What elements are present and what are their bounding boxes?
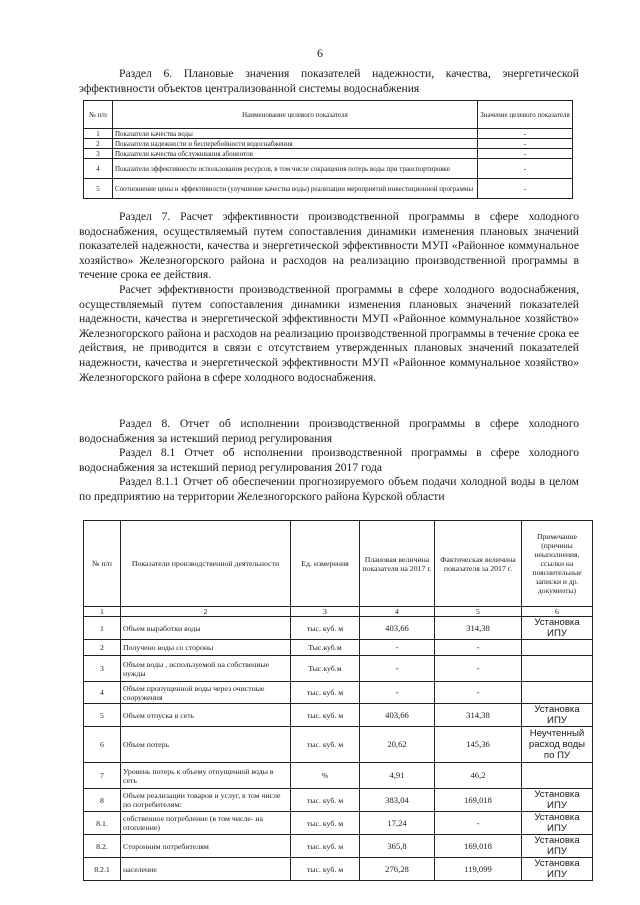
row-num: 8.2. [84,835,121,858]
row-fact: 314,38 [435,704,522,727]
row-fact: - [435,656,522,682]
row-indicator: Объем отпуска в сеть [121,704,291,727]
col-number: 1 [84,607,121,617]
row-unit: тыс. куб. м [291,858,360,881]
section7-paragraph-1: Раздел 7. Расчет эффективности производственной программы в сфере холодного водоснабжения, осуществляемый путем сопоставления динамики изменения плановых значений показателей надежности, качества и энергетической эффективности МУП «Районное коммунальное хозяйство» Железногорского района и расходов на реализацию производственной программы в течение срока ее действия. [79,210,579,282]
table-row [84,617,593,640]
row-fact: 119,099 [435,858,522,881]
row-num: 8.2.1 [84,858,121,881]
row-indicator: Объем выработки воды [121,617,291,640]
section8-heading: Раздел 8. Отчет об исполнении производственной программы в сфере холодного водоснабжения за истекший период регулирования [79,417,579,445]
row-indicator: Объем пропущенной воды через очистные сооружения [121,682,291,704]
report-col-num: № п/п [84,521,121,607]
row-fact: - [435,812,522,835]
row-note [522,763,593,789]
row-indicator: Уровень потерь к объему отпущенной воды в сеть [121,763,291,789]
col-number: 6 [522,607,593,617]
table-row [84,727,593,763]
table-row [84,835,593,858]
row-indicator: Получено воды со стороны [121,640,291,656]
section6-heading: Раздел 6. Плановые значения показателей надежности, качества, энергетической эффективности объектов централизованной системы водоснабжения [79,67,579,95]
targets-col-value: Значение целевого показателя [478,101,573,129]
row-unit: тыс. куб. м [291,812,360,835]
row-num: 8 [84,789,121,812]
row-fact: - [435,640,522,656]
row-note: Установка ИПУ [522,617,593,640]
table-row [84,704,593,727]
col-number: 2 [121,607,291,617]
row-num: 5 [84,704,121,727]
report-col-note: Примечание (причины неыполнения, ссылки на пояснительные записки и др. документы) [522,521,593,607]
row-plan: - [360,682,435,704]
table-row [84,858,593,881]
row-name: Показатели качества обслуживания абонентов [113,149,478,159]
row-unit: тыс. куб. м [291,835,360,858]
row-indicator: Объем воды , используемой на собственные нужды [121,656,291,682]
row-num: 4 [84,682,121,704]
row-note: Неучтенный расход воды по ПУ [522,727,593,763]
section8-1-heading: Раздел 8.1 Отчет об исполнении производственной программы в сфере холодного водоснабжения за истекший период регулирования 2017 года [79,446,579,474]
row-indicator: Объем реализации товаров и услуг, в том числе по потребителям: [121,789,291,812]
table-row [84,763,593,789]
targets-table-header [84,101,573,129]
row-num: 3 [84,656,121,682]
col-number: 4 [360,607,435,617]
row-note: Установка ИПУ [522,789,593,812]
row-plan: 383,04 [360,789,435,812]
row-name: Показатели эффективности использования ресурсов, в том числе сокращения потерь воды при транспортировке [113,159,478,179]
row-value: - [478,139,573,149]
table-row [84,640,593,656]
row-value: - [478,149,573,159]
row-name: Показатели качества воды [113,129,478,139]
row-indicator: собственное потребление (в том числе- на отопление) [121,812,291,835]
table-row [84,159,573,179]
row-plan: 403,66 [360,617,435,640]
row-unit: Тыс.куб.м [291,640,360,656]
row-plan: 365,8 [360,835,435,858]
table-row [84,139,573,149]
section8-1-1-heading: Раздел 8.1.1 Отчет об обеспечении прогнозируемого объем подачи холодной воды в целом по предприятию на территории Железногорского района Курской области [79,475,579,503]
row-unit: тыс. куб. м [291,682,360,704]
row-value: - [478,179,573,199]
row-num: 4 [84,159,113,179]
row-unit: Тыс.куб.м [291,656,360,682]
row-unit: тыс. куб. м [291,704,360,727]
row-unit: тыс. куб. м [291,617,360,640]
row-plan: 20,62 [360,727,435,763]
row-note: Установка ИПУ [522,812,593,835]
row-note: Установка ИПУ [522,858,593,881]
row-plan: - [360,640,435,656]
row-note [522,656,593,682]
row-num: 2 [84,139,113,149]
table-row [84,129,573,139]
col-number: 5 [435,607,522,617]
row-name: Показатели надежности и бесперебойности водоснабжения [113,139,478,149]
row-fact: - [435,682,522,704]
report-col-plan: Плановая величина показателя на 2017 г. [360,521,435,607]
table-row [84,789,593,812]
col-number: 3 [291,607,360,617]
row-value: - [478,129,573,139]
row-note [522,640,593,656]
targets-col-name: Наименование целевого показателя [113,101,478,129]
table-row [84,149,573,159]
report-table-header [84,521,593,607]
row-plan: 4,91 [360,763,435,789]
targets-col-num: № п/п [84,101,113,129]
table-row [84,656,593,682]
row-plan: 403,66 [360,704,435,727]
row-indicator: Объем потерь [121,727,291,763]
row-num: 8.1. [84,812,121,835]
row-unit: % [291,763,360,789]
row-plan: 17,24 [360,812,435,835]
row-note [522,682,593,704]
section7-paragraph-2: Расчет эффективности производственной программы в сфере холодного водоснабжения, осуществляемый путем сопоставления динамики изменения плановых значений показателей надежности, качества и энергетической эффективности МУП «Районное коммунальное хозяйство» Железногорского района и расходов на реализацию производственной программы в течение срока ее действия, не приводится в связи с отсутствием утвержденных плановых значений показателей надежности, качества и энергетической эффективности МУП «Районное коммунальное хозяйство» Железногорского района в сфере холодного водоснабжения. [79,283,579,384]
row-fact: 314,38 [435,617,522,640]
row-plan: 276,28 [360,858,435,881]
row-num: 1 [84,617,121,640]
row-indicator: население [121,858,291,881]
row-fact: 145,36 [435,727,522,763]
table-row [84,179,573,199]
row-unit: тыс. куб. м [291,789,360,812]
row-fact: 169,018 [435,835,522,858]
targets-table [83,100,573,199]
table-row [84,682,593,704]
page-number: 6 [317,46,323,60]
row-name: Соотношение цены и эффективности (улучшение качества воды) реализации мероприятий инвестиционной программы [113,179,478,199]
row-num: 7 [84,763,121,789]
row-note: Установка ИПУ [522,835,593,858]
row-num: 2 [84,640,121,656]
row-num: 1 [84,129,113,139]
report-col-fact: Фактическая величина показателя за 2017 г. [435,521,522,607]
row-unit: тыс. куб. м [291,727,360,763]
row-value: - [478,159,573,179]
row-num: 6 [84,727,121,763]
report-col-numbers [84,607,593,617]
row-plan: - [360,656,435,682]
row-num: 5 [84,179,113,199]
row-note: Установка ИПУ [522,704,593,727]
row-fact: 46,2 [435,763,522,789]
row-fact: 169,018 [435,789,522,812]
table-row [84,812,593,835]
report-col-indicator: Показатели производственной деятельности [121,521,291,607]
row-indicator: Сторонним потребителям [121,835,291,858]
report-col-unit: Ед. измерения [291,521,360,607]
row-num: 3 [84,149,113,159]
report-table [83,520,593,881]
